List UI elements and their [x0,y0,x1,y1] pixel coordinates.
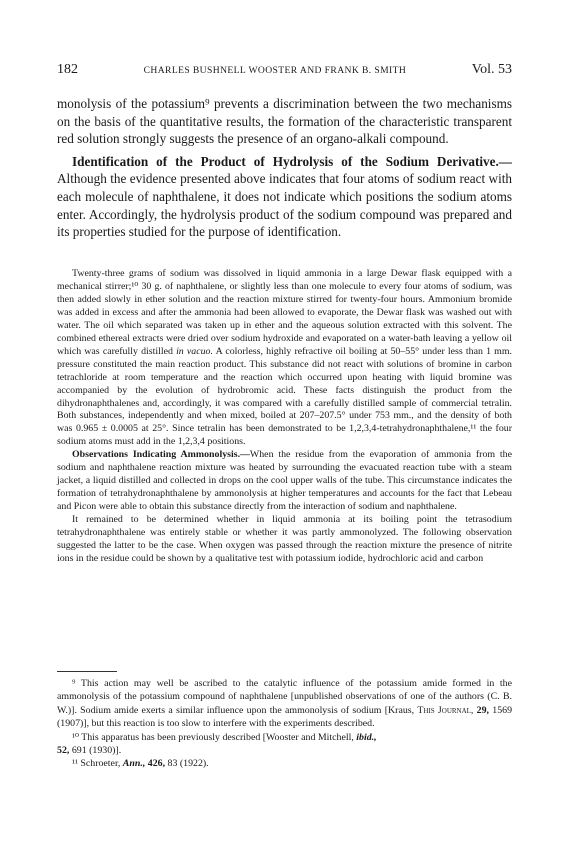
footnote-rule [57,671,117,672]
fn9-text-b: 1569 (1907)], but this reaction is too slow to interfere with the experiments described. [57,704,513,730]
fn9-volume: 29, [476,704,490,716]
fn10-volume: 52, [57,745,70,757]
fn9-text-a: ⁹ This action may well be ascribed to the catalytic influence of the potassium amide formed in the ammonolysis of the potassium compound of naphthalene [unpublished observations of one of the authors (C. B. W.)]. Sodium amide exerts a similar influence upon the ammonolysis of sodium [Kraus, [57,678,512,716]
footnote-11 [57,757,512,770]
experimental-text-2: A colorless, highly refractive oil boiling at 50–55° under less than 1 mm. pressure constituted the main reaction product. This substance did not react with solutions of bromine in carbon tetrachloride at room temperature and the reaction which occurred upon heating with liquid bromine was accompanied by the evolution of hydrobromic acid. These facts distinguish the product from the dihydronaphthalenes and, accordingly, it was compared with a carefully distilled sample of commercial tetralin. Both substances, independently and when mixed, boiled at 207–207.5° under 753 mm., and the density of both was 0.965 ± 0.0005 at 25°. Since tetralin has been demonstrated to be 1,2,3,4-tetrahydronaphthalene,¹¹ the four sodium atoms must add in the 1,2,3,4 positions. [57,345,513,448]
fn11-volume: 426, [147,758,166,770]
running-title: CHARLES BUSHNELL WOOSTER AND FRANK B. SMITH [143,65,407,76]
fn10-ibid: ibid., [356,731,377,743]
fn10-text-a: ¹⁰ This apparatus has been previously described [Wooster and Mitchell, [72,731,354,743]
section-heading: Identification of the Product of Hydrolysis of the Sodium Derivative.— [72,153,512,169]
in-vacuo-text: in vacuo. [176,345,213,357]
page-header [57,62,512,82]
volume-label: Vol. 53 [471,62,512,77]
experimental-block [57,268,512,566]
page-number: 182 [57,62,78,77]
footnote-9 [57,677,512,731]
experimental-text-1: Twenty-three grams of sodium was dissolved in liquid ammonia in a large Dewar flask equipped with a mechanical stirrer;¹⁰ 30 g. of naphthalene, or slightly less than one molecule to every four atoms of sodium, was then added slowly in ether solution and the reaction mixture stirred for twenty-four hours. Ammonium bromide was added in excess and after the ammonia had been allowed to evaporate, the Dewar flask was washed out with water. The oil which separated was taken up in ether and the aqueous solution extracted with this solvent. The combined ethereal extracts were dried over sodium hydroxide and evaporated on a water-bath leaving a yellow oil which was carefully distilled [57,268,512,357]
fn9-journal: This Journal, [417,704,474,716]
fn11-text-b: 83 (1922). [165,758,209,770]
experimental-paragraph [57,268,512,449]
section-text: Although the evidence presented above indicates that four atoms of sodium react with each molecule of naphthalene, it does not indicate which positions the sodium atoms enter. Accordingly, the hydrolysis product of the sodium compound was prepared and its properties studied for the purpose of identification. [57,171,512,240]
fn11-text-a: ¹¹ Schroeter, [72,758,121,770]
footnote-10 [57,731,512,758]
ammonolysis-paragraph [57,449,512,514]
paragraph-continuation: monolysis of the potassium⁹ prevents a discrimination between the two mechanisms on the basis of the quantitative results, the formation of the characteristic transparent red solution strongly suggests the presence of an organo-alkali compound. [57,96,512,147]
ammonolysis-heading: Observations Indicating Ammonolysis.— [72,449,250,461]
final-paragraph: It remained to be determined whether in liquid ammonia at its boiling point the tetrasodium tetrahydronaphthalene was entirely stable or whether it was partly ammonolyzed. The following observation suggested the latter to be the case. When oxygen was passed through the reaction mixture the presence of nitrite ions in the residue could be shown by a qualitative test with potassium iodide, hydrochloric acid and carbon [57,514,512,564]
ammonolysis-text: When the residue from the evaporation of ammonia from the sodium and naphthalene reaction mixture was heated by surrounding the evacuated reaction tube with a steam jacket, a liquid distilled and collected in drops on the cool upper walls of the tube. This circumstance indicates the formation of tetrahydronaphthalene by ammonolysis at higher temperatures and accounts for the fact that Lebeau and Picon were able to obtain this substance directly from the interaction of sodium and naphthalene. [57,449,512,513]
fn11-journal: Ann., [122,758,146,770]
fn10-text-b: 691 (1930)]. [69,745,122,757]
footnotes [57,677,512,771]
body-main [57,95,512,241]
section-identification [57,153,512,241]
